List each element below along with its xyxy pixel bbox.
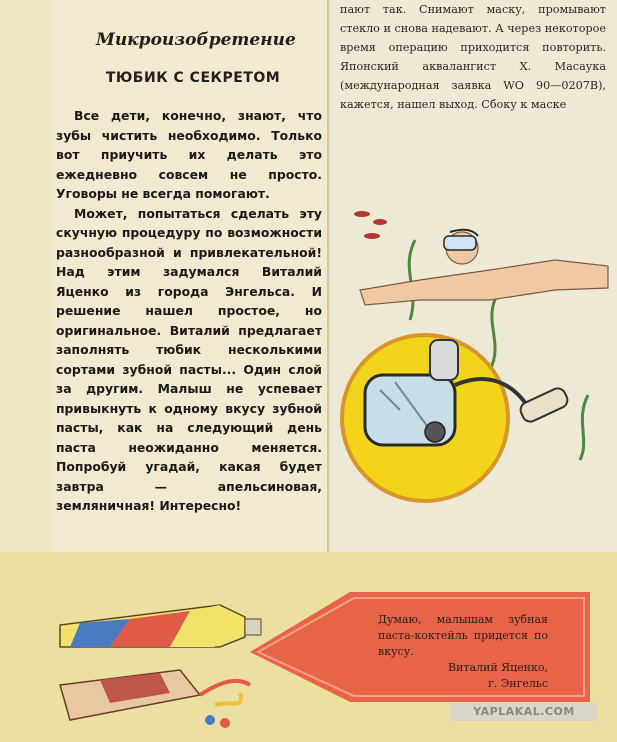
story-paragraph-1: Все дети, конечно, знают, что зубы чистить необходимо. Только вот приучить их делать это ежедневно совсем не просто. Уговоры не всегда помогают.	[56, 108, 322, 201]
quote-text: Думаю, малышам зубная паста-коктейль придется по вкусу.	[378, 613, 548, 658]
quote-city: г. Энгельс	[488, 677, 548, 690]
story-paragraph-2: Может, попытаться сделать эту скучную процедуру по возможности разнообразной и привлекательной! Над этим задумался Виталий Яценко из города Энгельса. И решение нашел простое, но оригинальное. Виталий предлагает заполнять тюбик несколькими сортами зубной пасты... Один слой за другим. Малыш не успевает привыкнуть к одному вкусу зубной пасты, как на следующий день паста неожиданно меняется. Попробуй угадай, какая будет завтра — апельсиновая, земляничная! Интересно!	[56, 205, 322, 513]
inventor-quote	[378, 612, 548, 692]
site-watermark: YAPLAKAL.COM	[450, 703, 598, 721]
continued-article-text: пают так. Снимают маску, промывают стекло и снова надевают. А через некоторое время операцию приходится повторить. Японский аквалангист Х. Масаука (международная заявка WO 90—0207B), кажется, нашел выход. Сбоку к маске	[340, 3, 606, 111]
column-divider	[327, 0, 329, 552]
striped-tube-icon	[60, 605, 261, 647]
diver-mask-illustration	[340, 170, 610, 540]
quote-author: Виталий Яценко,	[448, 661, 548, 674]
swimmer-figure	[360, 230, 608, 305]
open-tube-icon	[60, 670, 250, 728]
fish-icons	[354, 211, 387, 239]
rubric-title: Микроизобретение	[96, 30, 296, 50]
article-headline: ТЮБИК С СЕКРЕТОМ	[105, 70, 281, 86]
article-body	[56, 106, 322, 516]
